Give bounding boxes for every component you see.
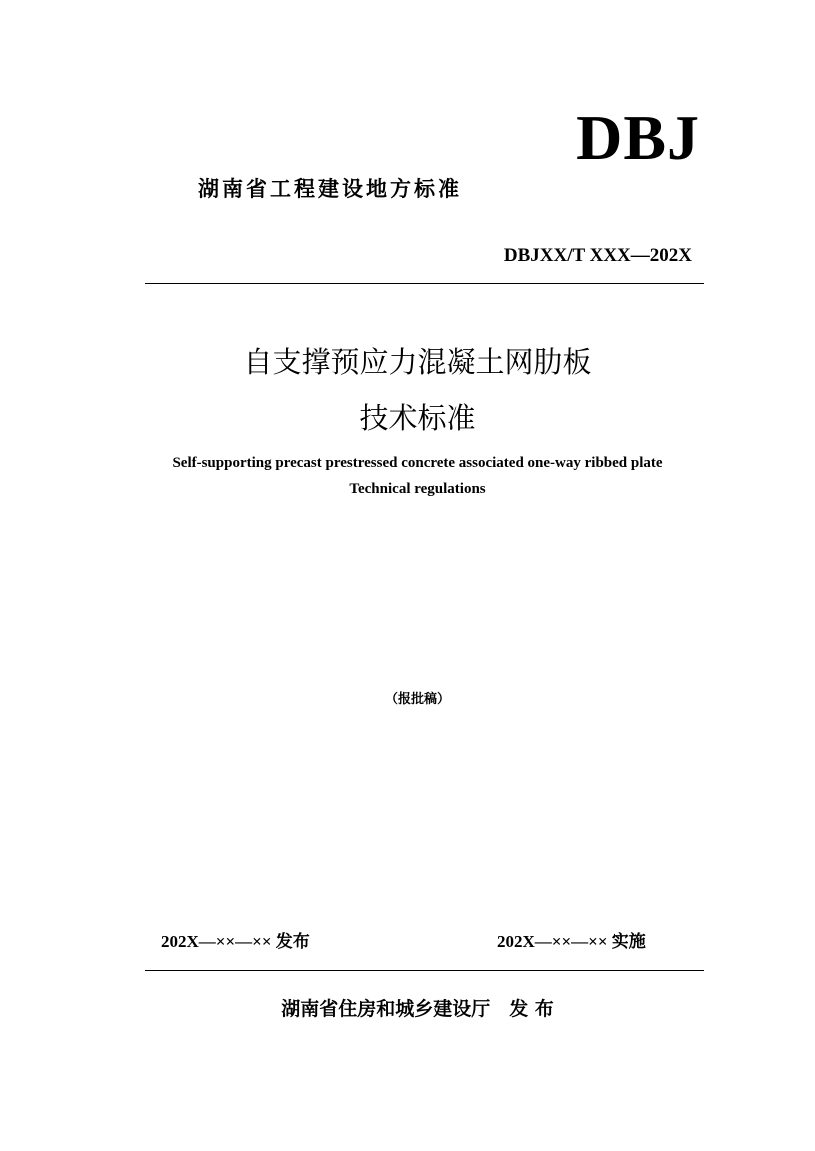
- release-label: 发布: [275, 932, 310, 952]
- draft-status: （报批稿）: [384, 692, 450, 707]
- dbj-logo: DBJ: [576, 102, 700, 173]
- effective-label: 实施: [611, 932, 646, 952]
- title-english-line2: Technical regulations: [349, 481, 486, 497]
- title-chinese-line2: 技术标准: [359, 401, 476, 435]
- bottom-divider: [145, 970, 704, 971]
- standard-number: DBJXX/T XXX—202X: [503, 245, 692, 266]
- release-date-line: [161, 930, 310, 954]
- effective-date-line: [497, 930, 646, 954]
- effective-date: 202X—××—××: [497, 932, 608, 951]
- standard-category: 湖南省工程建设地方标准: [198, 177, 462, 201]
- release-date: 202X—××—××: [161, 932, 272, 951]
- title-english-line1: Self-supporting precast prestressed concrete associated one-way ribbed plate: [172, 455, 663, 471]
- issuing-authority: 湖南省住房和城乡建设厅 发 布: [281, 998, 554, 1020]
- top-divider: [145, 283, 704, 284]
- title-chinese-line1: 自支撑预应力混凝土网肋板: [243, 345, 592, 379]
